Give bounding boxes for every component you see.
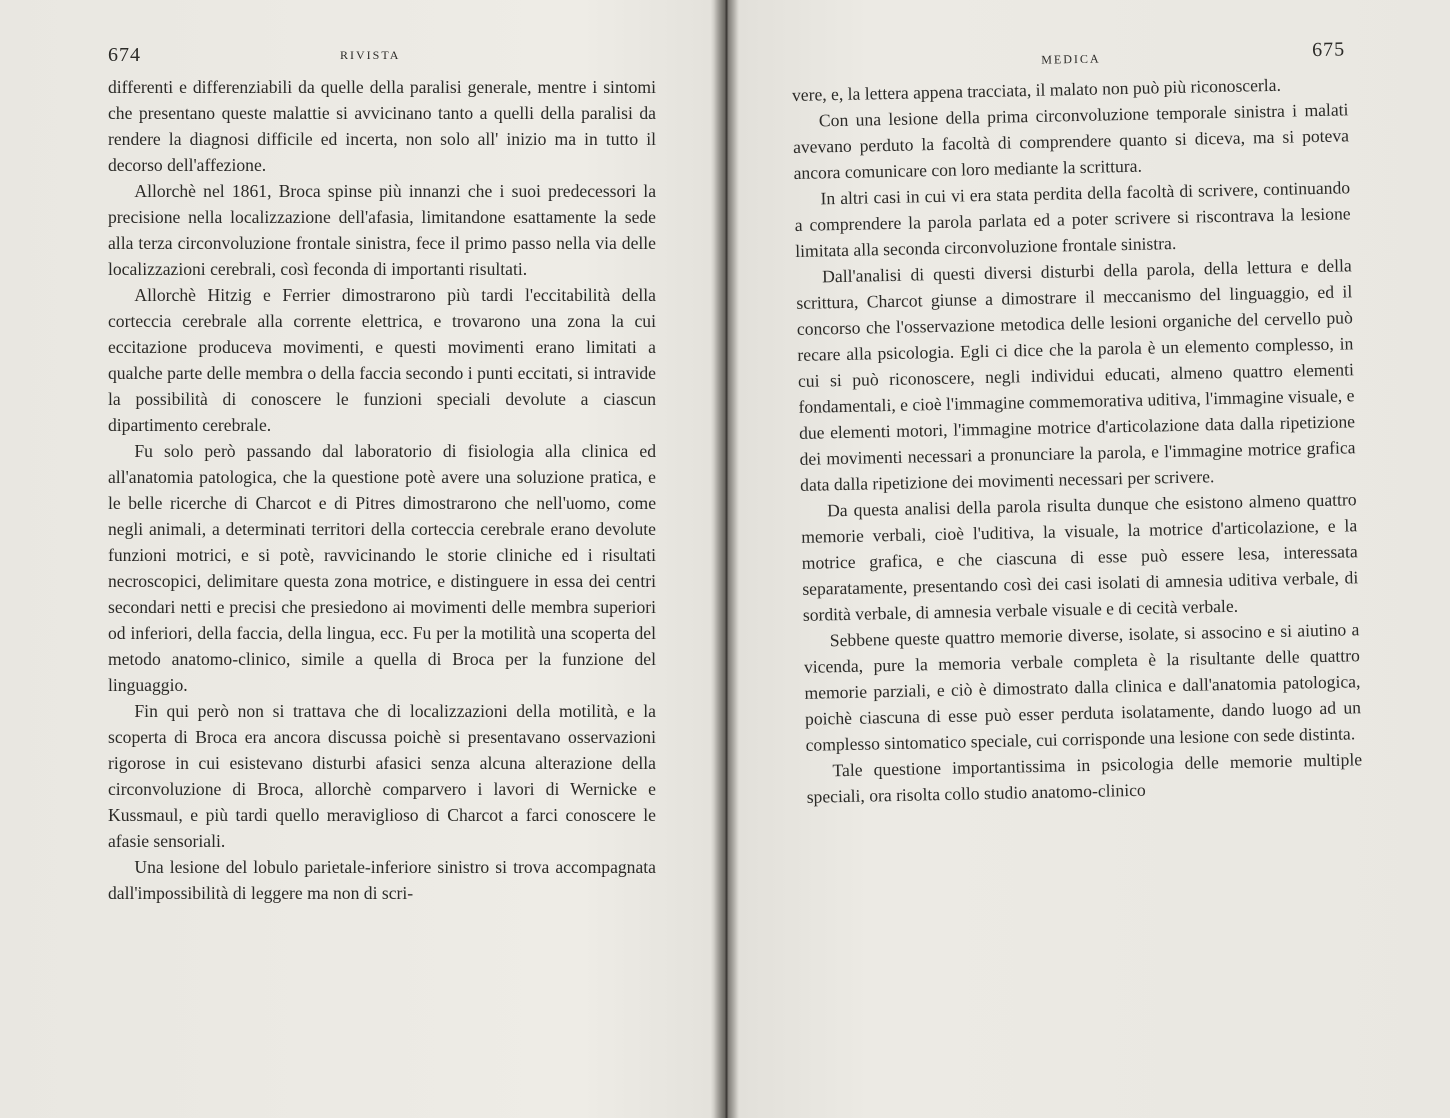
left-page-number: 674 (108, 44, 141, 66)
paragraph: differenti e differenziabili da quelle della paralisi generale, mentre i sintomi che presentano queste malattie si avvicinano tanto a quelli della paralisi da rendere la diagnosi difficile ed incerta, non solo all' inizio ma in tutto il decorso dell'affezione. (108, 77, 656, 175)
right-page-body (792, 70, 1363, 809)
paragraph: Con una lesione della prima circonvoluzione temporale sinistra i malati avevano perduto la facoltà di comprendere quanto si diceva, ma si poteva ancora comunicare con loro mediante la scrittura. (792, 99, 1350, 183)
left-page (108, 0, 656, 1118)
paragraph: Allorchè Hitzig e Ferrier dimostrarono più tardi l'eccitabilità della corteccia cerebrale alla corrente elettrica, e trovarono una zona la cui eccitazione produceva movimenti, e questi movimenti erano limitati a qualche parte delle membra o della faccia secondo i punti eccitati, si intravide la possibilità di conoscere le funzioni speciali devolute a ciascun dipartimento cerebrale. (108, 285, 656, 435)
left-page-header (108, 44, 656, 74)
left-running-head: RIVISTA (340, 48, 401, 62)
paragraph: vere, e, la lettera appena tracciata, il malato non può più riconoscerla. (791, 74, 1282, 105)
right-page-number: 675 (1311, 38, 1346, 62)
paragraph: Sebbene queste quattro memorie diverse, isolate, si associno e si aiutino a vicenda, pure la memoria verbale completa è la risultante delle quattro memorie parziali, e ciò è dimostrato dalla clinica e dall'anatomia patologica, poichè ciascuna di esse può esser perduta isolatamente, dando luogo ad un complesso sintomatico speciale, cui corrisponde una lesione con sede distinta. (803, 619, 1362, 755)
paragraph: Allorchè nel 1861, Broca spinse più innanzi che i suoi predecessori la precisione nella localizzazione dell'afasia, limitandone esattamente la sede alla terza circonvoluzione frontale sinistra, fece il primo passo nella via delle localizzazioni cerebrali, così feconda di importanti risultati. (108, 181, 656, 279)
paragraph: Fin qui però non si trattava che di localizzazioni della motilità, e la scoperta di Broca era ancora discussa poichè si presentavano osservazioni rigorose in cui esistevano disturbi afasici senza alcuna alterazione della circonvoluzione di Broca, allorchè comparvero i lavori di Wernicke e Kussmaul, e più tardi quello meraviglioso di Charcot a farci conoscere le afasie sensoriali. (108, 701, 656, 851)
left-page-body (108, 74, 656, 906)
paragraph: In altri casi in cui vi era stata perdita della facoltà di scrivere, continuando a comprendere la parola parlata ed a poter scrivere si riscontrava la lesione limitata alla seconda circonvoluzione frontale sinistra. (794, 177, 1351, 261)
paragraph: Tale questione importantissima in psicologia delle memorie multiple speciali, ora risolta collo studio anatomo-clinico (806, 749, 1363, 807)
paragraph: Una lesione del lobulo parietale-inferiore sinistro si trova accompagnata dall'impossibilità di leggere ma non di scri- (108, 857, 656, 903)
paragraph: Da questa analisi della parola risulta dunque che esistono almeno quattro memorie verbali, cioè l'uditiva, la visuale, la motrice d'articolazione, e la motrice grafica, e che ciascuna di esse può essere lesa, interessata separatamente, presentando così dei casi isolati di amnesia uditiva verbale, di sordità verbale, di amnesia verbale visuale e di cecità verbale. (801, 489, 1359, 625)
right-running-head: MEDICA (1041, 51, 1101, 67)
right-page (790, 0, 1369, 1118)
paragraph: Dall'analisi di questi diversi disturbi della parola, della lettura e della scrittura, Charcot giunse a dimostrare il meccanismo del linguaggio, ed il concorso che l'osservazione metodica delle lesioni organiche del cervello può recare alla psicologia. Egli ci dice che la parola è un elemento complesso, in cui si può riconoscere, negli individui educati, almeno quattro elementi fondamentali, e cioè l'immagine commemorativa uditiva, l'immagine visuale, e due elementi motori, l'immagine motrice d'articolazione data dalla ripetizione dei movimenti necessari a pronunciare la parola, e l'immagine motrice grafica data dalla ripetizione dei movimenti necessari per scrivere. (796, 255, 1356, 495)
book-gutter (714, 0, 738, 1118)
paragraph: Fu solo però passando dal laboratorio di fisiologia alla clinica ed all'anatomia patologica, che la questione potè avere una soluzione pratica, e le belle ricerche di Charcot e di Pitres dimostrarono che nell'uomo, come negli animali, a determinati territori della corteccia cerebrale erano devolute funzioni motrici, e si potè, ravvicinando le storie cliniche ed i risultati necroscopici, delimitare questa zona motrice, e distinguere in essa dei centri secondari netti e precisi che presiedono ai movimenti delle membra superiori od inferiori, della faccia, della lingua, ecc. Fu per la motilità una scoperta del metodo anatomo-clinico, simile a quella di Broca per la funzione del linguaggio. (108, 441, 656, 695)
